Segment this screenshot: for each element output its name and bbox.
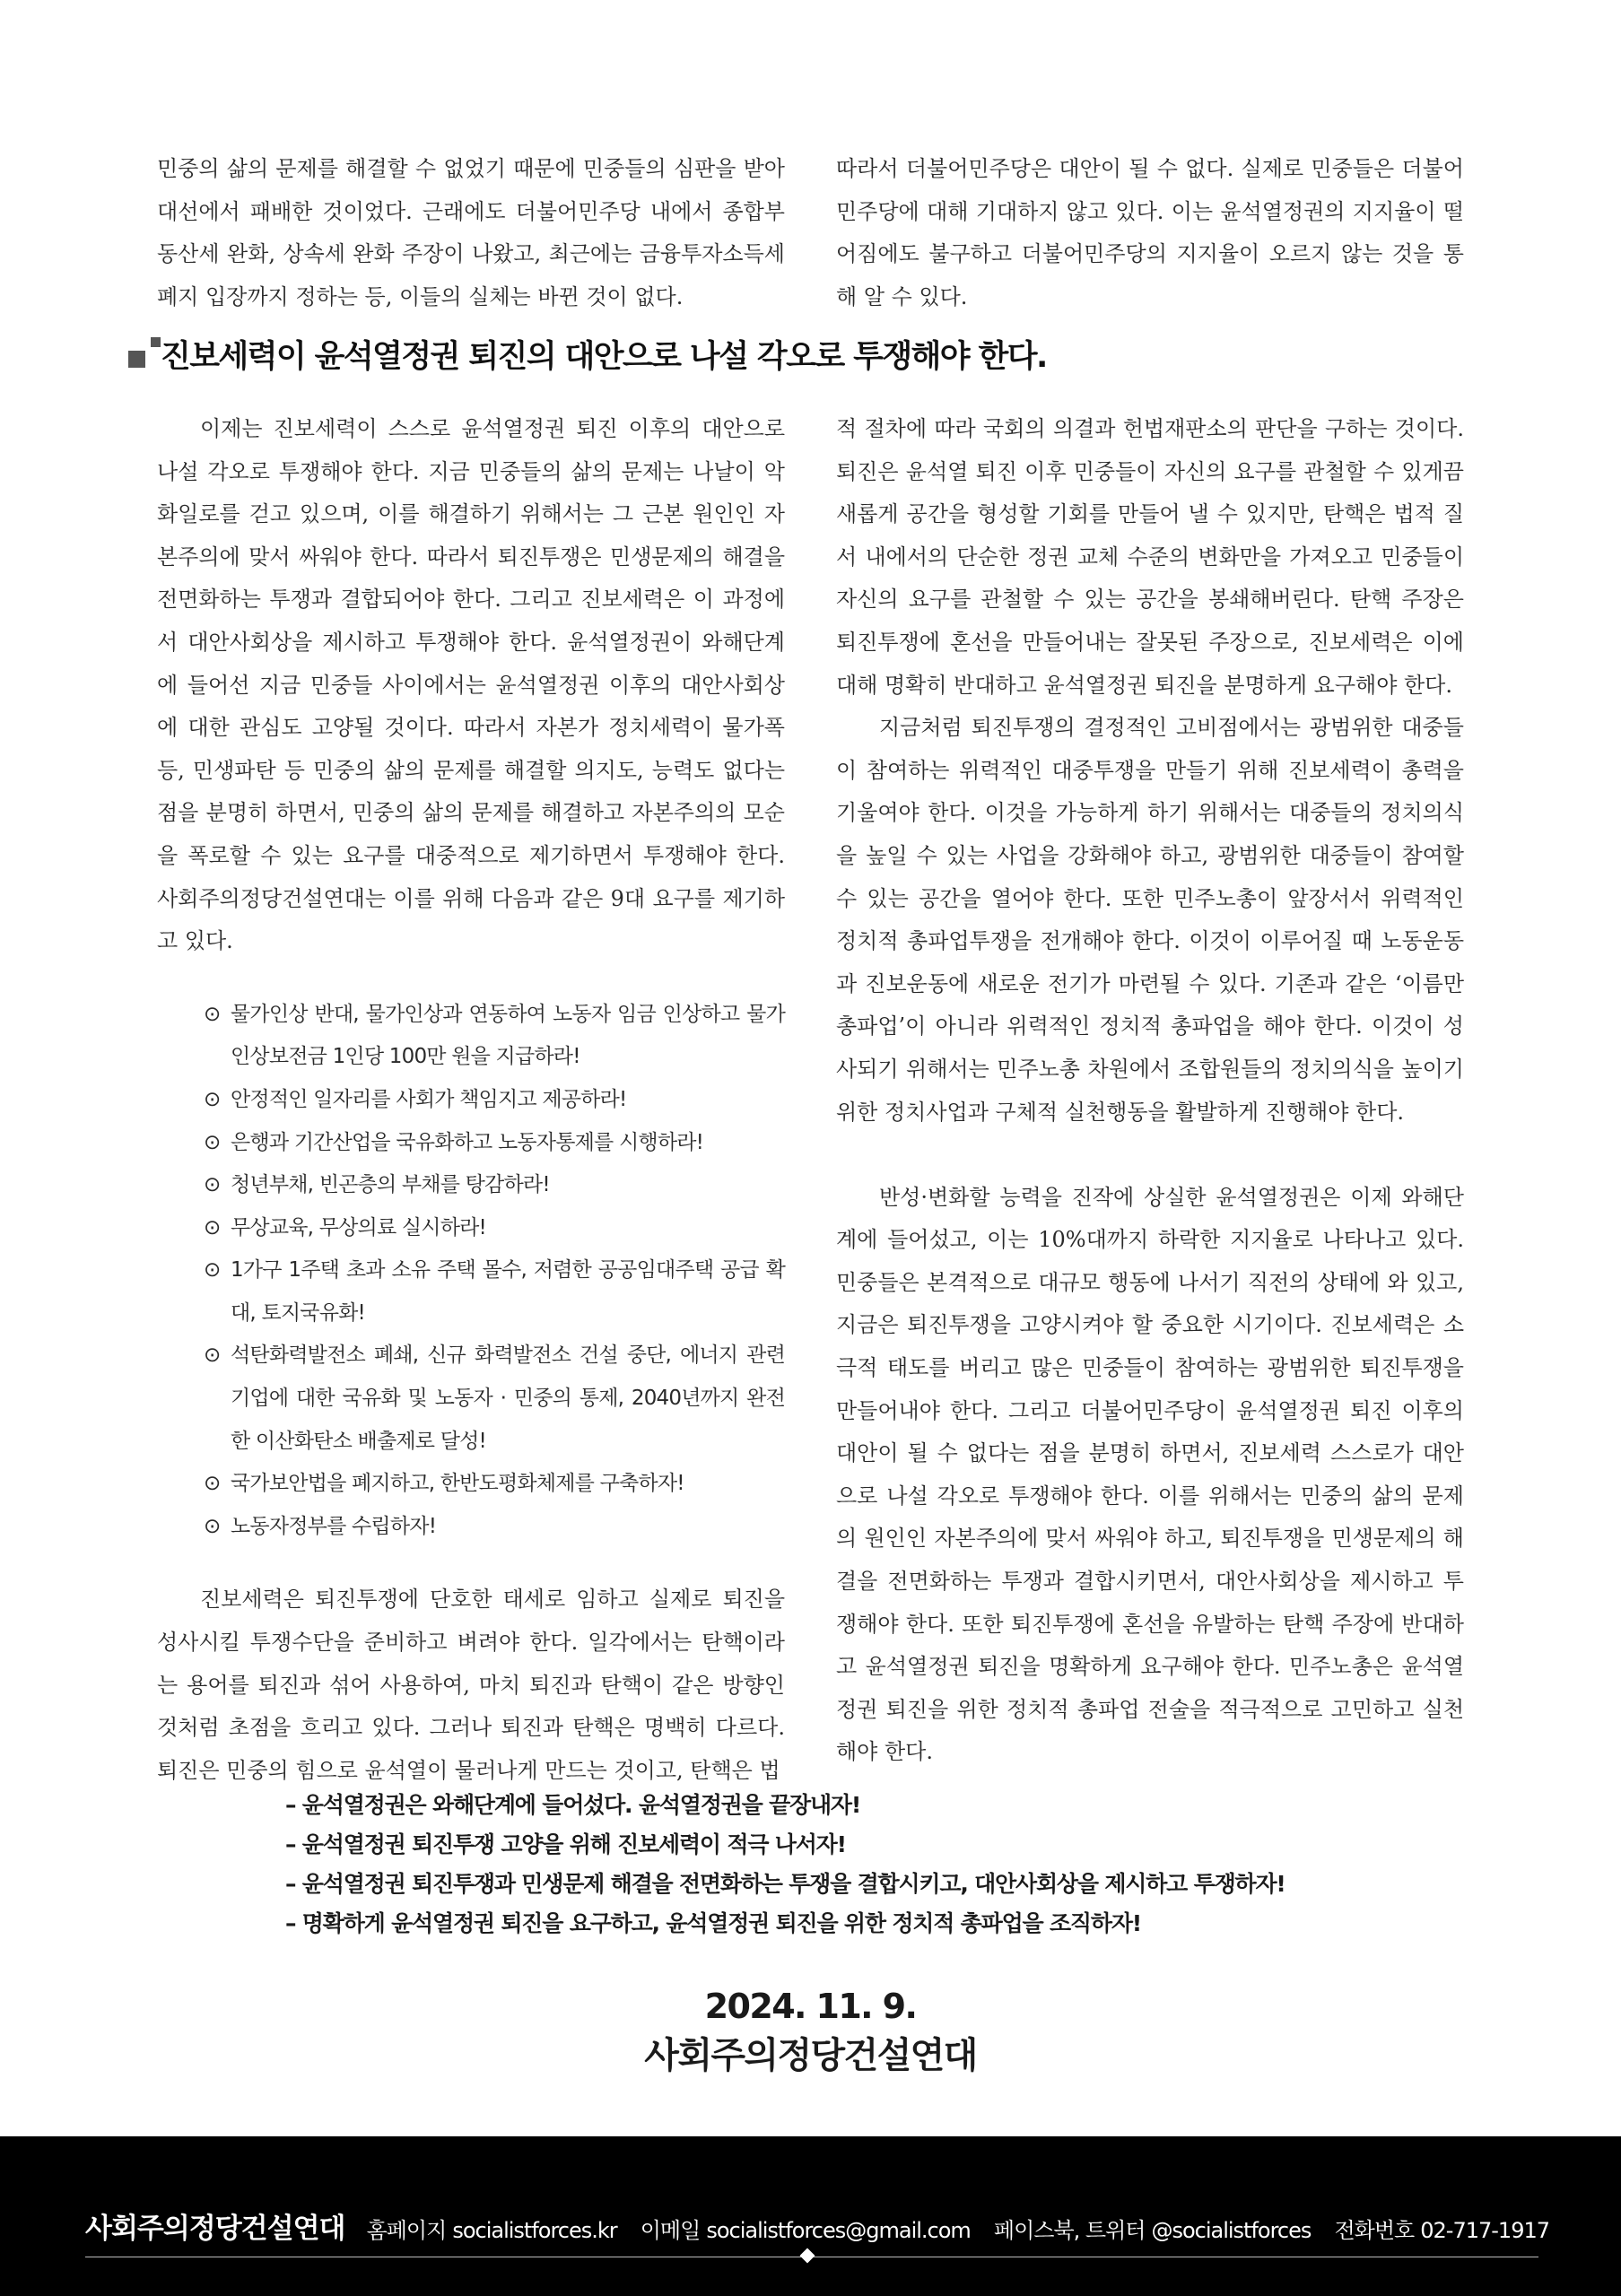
sns-handle[interactable]: @socialistforces	[1151, 2218, 1312, 2243]
phone-number: 02-717-1917	[1420, 2218, 1549, 2243]
heading-marker-small-icon	[151, 337, 161, 347]
bullet-icon: ⊙	[204, 1514, 221, 1538]
right-paragraph-1: 적 절차에 따라 국회의 의결과 헌법재판소의 판단을 구하는 것이다. 퇴진은 윤석열 퇴진 이후 민중들이 자신의 요구를 관철할 수 있게끔 새롭게 공간을 형성할 기회를 만들어 낼 수 있지만, 탄핵은 법적 질서 내에서의 단순한 정권 교체 수준의 변화만을 가져오고 민중들이 자신의 요구를 관철할 수 있는 공간을 봉쇄해버린다. 탄핵 주장은 퇴진투쟁에 혼선을 만들어내는 잘못된 주장으로, 진보세력은 이에 대해 명확히 반대하고 윤석열정권 퇴진을 분명하게 요구해야 한다.	[836, 416, 1464, 698]
bullet-icon: ⊙	[204, 1087, 221, 1111]
signature-date: 2024. 11. 9.	[704, 1987, 917, 2026]
top-right-paragraph: 따라서 더불어민주당은 대안이 될 수 없다. 실제로 민중들은 더불어민주당에 대해 기대하지 않고 있다. 이는 윤석열정권의 지지율이 떨어짐에도 불구하고 더불어민주당의 지지율이 오르지 않는 것을 통해 알 수 있다.	[836, 156, 1464, 309]
demands-list	[204, 994, 785, 1549]
demand-item	[204, 1506, 785, 1549]
demand-item	[204, 1335, 785, 1463]
demand-item	[204, 1122, 785, 1165]
signature	[0, 1982, 1621, 2081]
footer-org-name: 사회주의정당건설연대	[85, 2213, 345, 2245]
bullet-icon: ⊙	[204, 1344, 221, 1368]
signature-org: 사회주의정당건설연대	[644, 2035, 977, 2076]
top-left-column	[157, 148, 785, 318]
bullet-icon: ⊙	[204, 1472, 221, 1496]
demand-item	[204, 1079, 785, 1122]
intro-paragraph: 이제는 진보세력이 스스로 윤석열정권 퇴진 이후의 대안으로 나설 각오로 투쟁해야 한다. 지금 민중들의 삶의 문제는 나날이 악화일로를 걷고 있으며, 이를 해결하기 위해서는 그 근본 원인인 자본주의에 맞서 싸워야 한다. 따라서 퇴진투쟁은 민생문제의 해결을 전면화하는 투쟁과 결합되어야 한다. 그리고 진보세력은 이 과정에서 대안사회상을 제시하고 투쟁해야 한다. 윤석열정권이 와해단계에 들어선 지금 민중들 사이에서는 윤석열정권 이후의 대안사회상에 대한 관심도 고양될 것이다. 따라서 자본가 정치세력이 물가폭등, 민생파탄 등 민중의 삶의 문제를 해결할 의지도, 능력도 없다는 점을 분명히 하면서, 민중의 삶의 문제를 해결하고 자본주의의 모순을 폭로할 수 있는 요구를 대중적으로 제기하면서 투쟁해야 한다. 사회주의정당건설연대는 이를 위해 다음과 같은 9대 요구를 제기하고 있다.	[157, 416, 785, 954]
footer	[0, 2136, 1621, 2296]
bullet-icon: ⊙	[204, 1130, 221, 1154]
slogan: – 명확하게 윤석열정권 퇴진을 요구하고, 윤석열정권 퇴진을 위한 정치적 총파업을 조직하자!	[285, 1910, 1141, 1936]
top-right-column	[836, 148, 1464, 318]
demand-item	[204, 1207, 785, 1250]
demand-item	[204, 1164, 785, 1207]
homepage-label: 홈페이지	[366, 2218, 447, 2243]
heading-marker-icon	[128, 351, 145, 368]
bullet-icon: ⊙	[204, 1173, 221, 1197]
demand-item	[204, 1249, 785, 1335]
bullet-icon: ⊙	[204, 1215, 221, 1239]
demand-text: 석탄화력발전소 폐쇄, 신규 화력발전소 건설 중단, 에너지 관련 기업에 대한 국유화 및 노동자 · 민중의 통제, 2040년까지 완전한 이산화탄소 배출제로 달성!	[231, 1344, 785, 1453]
section-heading-text: 진보세력이 윤석열정권 퇴진의 대안으로 나설 각오로 투쟁해야 한다.	[161, 339, 1047, 375]
demand-text: 은행과 기간산업을 국유화하고 노동자통제를 시행하라!	[231, 1130, 704, 1154]
email-label: 이메일	[640, 2218, 701, 2243]
slogan: – 윤석열정권 퇴진투쟁 고양을 위해 진보세력이 적극 나서자!	[285, 1831, 846, 1857]
demand-item	[204, 1463, 785, 1506]
demand-text: 국가보안법을 폐지하고, 한반도평화체제를 구축하자!	[231, 1472, 684, 1496]
top-left-paragraph: 민중의 삶의 문제를 해결할 수 없었기 때문에 민중들의 심판을 받아 대선에서 패배한 것이었다. 근래에도 더불어민주당 내에서 종합부동산세 완화, 상속세 완화 주장이 나왔고, 최근에는 금융투자소득세 폐지 입장까지 정하는 등, 이들의 실체는 바뀐 것이 없다.	[157, 156, 785, 309]
right-column	[836, 408, 1464, 1774]
slogan: – 윤석열정권 퇴진투쟁과 민생문제 해결을 전면화하는 투쟁을 결합시키고, 대안사회상을 제시하고 투쟁하자!	[285, 1871, 1285, 1897]
phone-label: 전화번호	[1334, 2218, 1415, 2243]
diamond-icon	[800, 2248, 815, 2264]
slogan: – 윤석열정권은 와해단계에 들어섰다. 윤석열정권을 끝장내자!	[285, 1792, 861, 1818]
bullet-icon: ⊙	[204, 1002, 221, 1026]
slogans	[285, 1786, 1451, 1944]
demand-text: 노동자정부를 수립하자!	[231, 1514, 437, 1538]
footer-info	[85, 2205, 1569, 2246]
demand-text: 1가구 1주택 초과 소유 주택 몰수, 저렴한 공공임대주택 공급 확대, 토지국유화!	[231, 1258, 785, 1325]
paragraph-gap	[836, 1134, 1464, 1177]
right-paragraph-3: 반성·변화할 능력을 진작에 상실한 윤석열정권은 이제 와해단계에 들어섰고, 이는 10%대까지 하락한 지지율로 나타나고 있다. 민중들은 본격적으로 대규모 행동에 나서기 직전의 상태에 와 있고, 지금은 퇴진투쟁을 고양시켜야 할 중요한 시기이다. 진보세력은 소극적 태도를 버리고 많은 민중들이 참여하는 광범위한 퇴진투쟁을 만들어내야 한다. 그리고 더불어민주당이 윤석열정권 퇴진 이후의 대안이 될 수 없다는 점을 분명히 하면서, 진보세력 스스로가 대안으로 나설 각오로 투쟁해야 한다. 이를 위해서는 민중의 삶의 문제의 원인인 자본주의에 맞서 싸워야 하고, 퇴진투쟁을 민생문제의 해결을 전면화하는 투쟁과 결합시키면서, 대안사회상을 제시하고 투쟁해야 한다. 또한 퇴진투쟁에 혼선을 유발하는 탄핵 주장에 반대하고 윤석열정권 퇴진을 명확하게 요구해야 한다. 민주노총은 윤석열정권 퇴진을 위한 정치적 총파업 전술을 적극적으로 고민하고 실천해야 한다.	[836, 1184, 1464, 1765]
demand-item	[204, 994, 785, 1079]
left-column	[157, 408, 785, 1792]
right-paragraph-2: 지금처럼 퇴진투쟁의 결정적인 고비점에서는 광범위한 대중들이 참여하는 위력적인 대중투쟁을 만들기 위해 진보세력이 총력을 기울여야 한다. 이것을 가능하게 하기 위해서는 대중들의 정치의식을 높일 수 있는 사업을 강화해야 하고, 광범위한 대중들이 참여할 수 있는 공간을 열어야 한다. 또한 민주노총이 앞장서서 위력적인 정치적 총파업투쟁을 전개해야 한다. 이것이 이루어질 때 노동운동과 진보운동에 새로운 전기가 마련될 수 있다. 기존과 같은 ‘이름만 총파업’이 아니라 위력적인 정치적 총파업을 해야 한다. 이것이 성사되기 위해서는 민주노총 차원에서 조합원들의 정치의식을 높이기 위한 정치사업과 구체적 실천행동을 활발하게 진행해야 한다.	[836, 715, 1464, 1125]
demand-text: 청년부채, 빈곤층의 부채를 탕감하라!	[231, 1173, 550, 1197]
outro-paragraph: 진보세력은 퇴진투쟁에 단호한 태세로 임하고 실제로 퇴진을 성사시킬 투쟁수단을 준비하고 벼려야 한다. 일각에서는 탄핵이라는 용어를 퇴진과 섞어 사용하여, 마치 퇴진과 탄핵이 같은 방향인 것처럼 초점을 흐리고 있다. 그러나 퇴진과 탄핵은 명백히 다르다. 퇴진은 민중의 힘으로 윤석열이 물러나게 만드는 것이고, 탄핵은 법	[157, 1587, 785, 1783]
email-link[interactable]: socialistforces@gmail.com	[706, 2218, 971, 2243]
bullet-icon: ⊙	[204, 1258, 221, 1283]
sns-label: 페이스북, 트위터	[993, 2218, 1146, 2243]
demand-text: 물가인상 반대, 물가인상과 연동하여 노동자 임금 인상하고 물가인상보전금 1인당 100만 원을 지급하라!	[231, 1002, 785, 1069]
demand-text: 안정적인 일자리를 사회가 책임지고 제공하라!	[231, 1087, 627, 1111]
homepage-link[interactable]: socialistforces.kr	[452, 2218, 617, 2243]
demand-text: 무상교육, 무상의료 실시하라!	[231, 1215, 486, 1239]
